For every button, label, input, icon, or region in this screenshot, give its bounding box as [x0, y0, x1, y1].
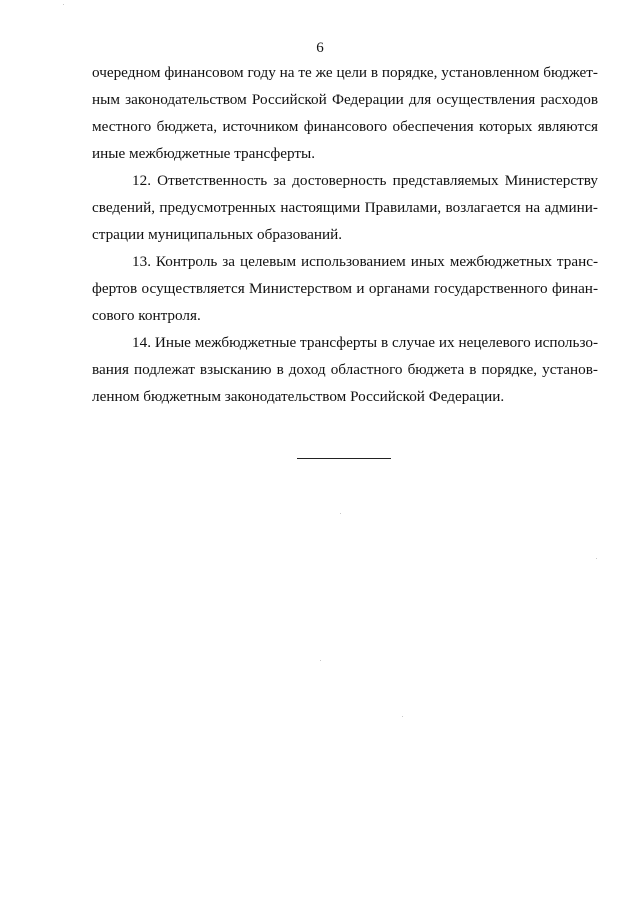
page-number: 6 — [316, 40, 324, 56]
paragraph-13-line-3: сового контроля. — [92, 307, 201, 324]
paragraph-1-line-3: местного бюджета, источником финансового обеспечения которых являются — [92, 118, 598, 135]
scan-speck — [63, 4, 64, 5]
paragraph-14-line-2: вания подлежат взысканию в доход областного бюджета в порядке, установ- — [92, 361, 598, 378]
paragraph-13-line-2: фертов осуществляется Министерством и органами государственного финан- — [92, 280, 598, 297]
paragraph-12-line-1: 12. Ответственность за достоверность представляемых Министерству — [132, 172, 598, 189]
paragraph-1-line-4: иные межбюджетные трансферты. — [92, 145, 316, 162]
paragraph-1-line-2: ным законодательством Российской Федерации для осуществления расходов — [92, 91, 598, 108]
paragraph-14-line-3: ленном бюджетным законодательством Российской Федерации. — [92, 388, 505, 405]
scan-speck — [320, 660, 321, 661]
closing-divider-line — [297, 458, 391, 459]
paragraph-12-line-2: сведений, предусмотренных настоящими Правилами, возлагается на админи- — [92, 199, 598, 216]
paragraph-12-line-3: страции муниципальных образований. — [92, 226, 343, 243]
scan-speck — [340, 513, 341, 514]
paragraph-14-line-1: 14. Иные межбюджетные трансферты в случае их нецелевого использо- — [132, 334, 598, 351]
scan-speck — [402, 716, 403, 717]
scan-speck — [596, 558, 597, 559]
paragraph-13-line-1: 13. Контроль за целевым использованием иных межбюджетных транс- — [132, 253, 598, 270]
paragraph-1-line-1: очередном финансовом году на те же цели в порядке, установленном бюджет- — [92, 64, 598, 81]
